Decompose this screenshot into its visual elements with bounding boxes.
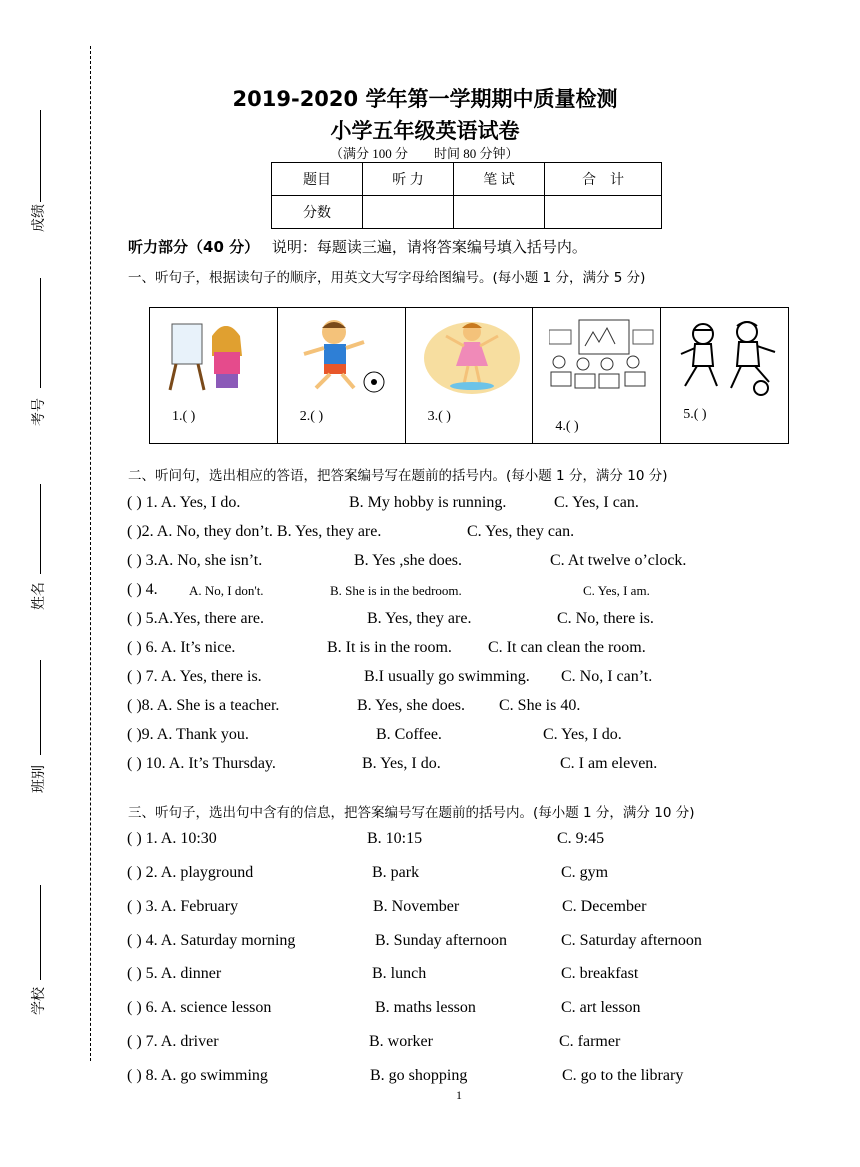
q3-stem: ( ) 7. A. driver <box>127 1033 219 1050</box>
side-label-school: 学校 <box>31 987 47 1015</box>
picture-3 <box>406 308 534 443</box>
q2-option-c: C. It can clean the room. <box>488 639 646 656</box>
q3-option-b: B. go shopping <box>370 1067 468 1084</box>
q3-option-c: C. art lesson <box>561 999 641 1016</box>
q2-option-c: C. No, I can’t. <box>561 668 653 685</box>
q3-stem: ( ) 6. A. science lesson <box>127 999 272 1016</box>
side-label-score: 成绩 <box>31 204 47 232</box>
q2-stem: ( ) 1. A. Yes, I do. <box>127 494 241 511</box>
q2-stem: ( ) 3.A. No, she isn’t. <box>127 552 263 569</box>
picture-5-label: 5.( ) <box>683 407 707 422</box>
section3-title: 三、听句子，选出句中含有的信息，把答案编号写在题前的括号内。(每小题 1 分，满分 10 分) <box>128 805 695 821</box>
classroom-icon <box>549 316 654 396</box>
q3-option-b: B. lunch <box>372 965 427 982</box>
exam-no-blank <box>40 278 41 388</box>
exam-time: 时间 80 分钟） <box>434 146 519 161</box>
q3-option-b: B. park <box>372 864 420 881</box>
q2-stem: ( ) 7. A. Yes, there is. <box>127 668 262 685</box>
q2-stem: ( )8. A. She is a teacher. <box>127 697 280 714</box>
q3-option-b: B. Sunday afternoon <box>375 932 507 949</box>
score-table-label: 分数 <box>272 196 363 229</box>
q2-option-c: C. At twelve o’clock. <box>550 552 687 569</box>
section1-title: 一、听句子，根据读句子的顺序，用英文大写字母给图编号。(每小题 1 分，满分 5 分) <box>128 270 646 286</box>
side-label-name: 姓名 <box>31 582 47 610</box>
score-blank <box>40 110 41 202</box>
q2-stem: ( )9. A. Thank you. <box>127 726 249 743</box>
q3-option-c: C. farmer <box>559 1033 621 1050</box>
q2-option-b: B. Yes, I do. <box>362 755 441 772</box>
q2-stem: ( ) 5.A.Yes, there are. <box>127 610 264 627</box>
q3-option-b: B. November <box>373 898 460 915</box>
q3-stem: ( ) 5. A. dinner <box>127 965 222 982</box>
q2-option-b: B. It is in the room. <box>327 639 452 656</box>
binding-line <box>90 46 91 1061</box>
exam-title-line2: 小学五年级英语试卷 <box>330 119 520 143</box>
q3-option-c: C. gym <box>561 864 609 881</box>
q3-stem: ( ) 4. A. Saturday morning <box>127 932 296 949</box>
listening-note: 说明：每题读三遍，请将答案编号填入括号内。 <box>271 238 587 256</box>
q2-option-c: C. Yes, I am. <box>583 583 650 598</box>
score-table-header: 合 计 <box>545 163 662 196</box>
listening-label: 听力部分（40 分） <box>128 238 260 256</box>
section2-title: 二、听问句，选出相应的答语，把答案编号写在题前的括号内。(每小题 1 分，满分 10 分) <box>128 468 668 484</box>
exam-title-line1: 2019-2020 学年第一学期期中质量检测 <box>232 87 618 111</box>
q2-option-a: A. No, I don't. <box>189 583 264 598</box>
dancing-girl-icon <box>422 316 522 396</box>
q2-option-b: B. Yes, they are. <box>367 610 472 627</box>
q2-option-c: C. Yes, I can. <box>554 494 639 511</box>
page-number: 1 <box>456 1088 462 1102</box>
score-cell[interactable] <box>454 196 545 229</box>
q2-option-c: C. I am eleven. <box>560 755 658 772</box>
full-marks: （满分 100 分 <box>330 146 409 161</box>
score-table <box>271 162 662 229</box>
q3-stem: ( ) 1. A. 10:30 <box>127 830 217 847</box>
picture-5 <box>661 308 788 443</box>
q2-option-c: C. No, there is. <box>557 610 654 627</box>
class-blank <box>40 660 41 755</box>
side-label-class: 班别 <box>31 765 47 793</box>
two-boys-football-icon <box>677 316 782 396</box>
q2-option-c: C. Yes, I do. <box>543 726 622 743</box>
q3-option-b: B. worker <box>369 1033 433 1050</box>
q2-stem: ( )2. A. No, they don’t. B. Yes, they are. <box>127 523 382 540</box>
picture-2-label: 2.( ) <box>299 409 324 424</box>
picture-strip <box>149 307 789 444</box>
q2-option-b: B. Yes, she does. <box>357 697 466 714</box>
side-label-exam-no: 考号 <box>31 398 47 426</box>
q3-option-c: C. 9:45 <box>557 830 605 847</box>
q3-option-b: B. maths lesson <box>375 999 476 1016</box>
listening-heading <box>128 236 587 257</box>
score-cell[interactable] <box>363 196 454 229</box>
q2-option-c: C. She is 40. <box>499 697 581 714</box>
picture-4-label: 4.( ) <box>555 419 579 434</box>
exam-subtitle <box>330 143 545 162</box>
score-table-header: 听 力 <box>363 163 454 196</box>
q2-option-b: B.I usually go swimming. <box>364 668 530 685</box>
boy-football-icon <box>294 316 389 396</box>
picture-1-label: 1.( ) <box>172 409 196 424</box>
q3-stem: ( ) 3. A. February <box>127 898 239 915</box>
picture-3-label: 3.( ) <box>427 409 451 424</box>
q2-stem: ( ) 6. A. It’s nice. <box>127 639 236 656</box>
q2-option-c: C. Yes, they can. <box>467 523 575 540</box>
score-table-header: 题目 <box>272 163 363 196</box>
q3-option-b: B. 10:15 <box>367 830 423 847</box>
drawing-girl-icon <box>166 316 261 396</box>
q3-option-c: C. Saturday afternoon <box>561 932 702 949</box>
picture-1 <box>150 308 278 443</box>
q3-stem: ( ) 2. A. playground <box>127 864 254 881</box>
q2-stem: ( ) 10. A. It’s Thursday. <box>127 755 276 772</box>
q2-option-b: B. My hobby is running. <box>349 494 507 511</box>
q3-stem: ( ) 8. A. go swimming <box>127 1067 268 1084</box>
q3-option-c: C. December <box>562 898 647 915</box>
q2-option-b: B. Coffee. <box>376 726 442 743</box>
score-table-header: 笔 试 <box>454 163 545 196</box>
q2-option-b: B. She is in the bedroom. <box>330 583 462 598</box>
picture-4 <box>533 308 661 443</box>
picture-2 <box>278 308 406 443</box>
q3-option-c: C. breakfast <box>561 965 639 982</box>
q3-option-c: C. go to the library <box>562 1067 684 1084</box>
school-blank <box>40 885 41 980</box>
q2-stem: ( ) 4. <box>127 581 158 598</box>
name-blank <box>40 484 41 574</box>
score-cell[interactable] <box>545 196 662 229</box>
q2-option-b: B. Yes ,she does. <box>354 552 463 569</box>
